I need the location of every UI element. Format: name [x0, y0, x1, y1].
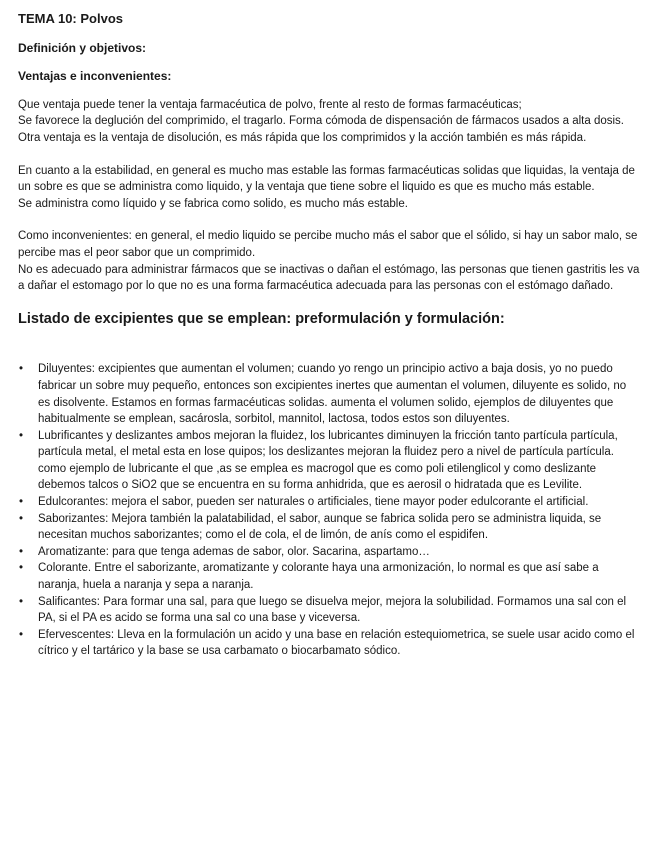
paragraph: Se administra como líquido y se fabrica como solido, es mucho más estable. [18, 197, 408, 210]
list-item: • Salificantes: Para formar una sal, para que luego se disuelva mejor, mejora la solubilidad. Formamos una sal con el PA, si el PA es acido se forma una sal co una base y viceversa. [18, 594, 640, 627]
paragraph: Se favorece la deglución del comprimido, el tragarlo. Forma cómoda de dispensación de fármacos usados a alta dosis. [18, 115, 624, 128]
excipientes-list [18, 361, 640, 660]
estabilidad-block [18, 163, 640, 213]
paragraph: No es adecuado para administrar fármacos que se inactivas o dañan el estómago, las personas que tienen gastritis les va a dañar el estomago por lo que no es una forma farmacéutica adecuada para las personas con el estómago dañado. [18, 263, 640, 293]
document-title: TEMA 10: Polvos [18, 11, 123, 26]
list-item: • Saborizantes: Mejora también la palatabilidad, el sabor, aunque se fabrica solida pero se administra liquida, se necesitan muchos saborizantes; como el de cola, el de limón, de anís como el espidifen. [18, 511, 640, 544]
list-item: • Colorante. Entre el saborizante, aromatizante y colorante haya una armonización, lo normal es que así sabe a naranja, huela a naranja y sepa a naranja. [18, 560, 640, 593]
list-item: • Lubrificantes y deslizantes ambos mejoran la fluidez, los lubricantes diminuyen la fricción tanto partícula partícula, partícula metal, el metal esta en lose quipos; los deslizantes mejoran la fluidez pero a nivel de partícula partícula. como ejemplo de lubricante el que ,as se emplea es macrogol que es como poli etilenglicol y como deslizante debemos talcos o SiO2 que se encuentra en su forma anhidrida, que es aerosil o hidratada que es Levilite. [18, 428, 640, 494]
list-item: • Efervescentes: Lleva en la formulación un acido y una base en relación estequiometrica, se suele usar acido como el cítrico y el tartárico y la base se usa carbamato o biocarbamato sódico. [18, 627, 640, 660]
heading-ventajas: Ventajas e inconvenientes: [18, 69, 172, 84]
ventajas-block [18, 97, 640, 147]
list-item: • Diluyentes: excipientes que aumentan el volumen; cuando yo rengo un principio activo a baja dosis, yo no puedo fabricar un sobre muy pequeño, entonces son excipientes inertes que aumentan el volumen, diluyente es solido, no es disolvente. Estamos en formas farmacéuticas solidas. aumenta el volumen solido, ejemplos de diluyentes que habitualmente se emplean, sacárosla, sorbitol, mannitol, lactosa, todos estos son diluyentes. [18, 361, 640, 427]
document-page [18, 11, 640, 660]
list-item: • Edulcorantes: mejora el sabor, pueden ser naturales o artificiales, tiene mayor poder edulcorante el artificial. [18, 494, 640, 511]
heading-definicion: Definición y objetivos: [18, 40, 147, 55]
inconvenientes-block [18, 228, 640, 294]
paragraph: Que ventaja puede tener la ventaja farmacéutica de polvo, frente al resto de formas farmacéuticas; [18, 98, 522, 111]
paragraph: Otra ventaja es la ventaja de disolución, es más rápida que los comprimidos y la acción también es más rápida. [18, 131, 587, 144]
list-item: • Aromatizante: para que tenga ademas de sabor, olor. Sacarina, aspartamo… [18, 544, 640, 561]
paragraph: En cuanto a la estabilidad, en general es mucho mas estable las formas farmacéuticas solidas que liquidas, la ventaja de un sobre es que se administra como liquido, y la ventaja que tiene sobre el liquido es que es mucho más estable. [18, 164, 635, 194]
heading-listado: Listado de excipientes que se emplean: preformulación y formulación: [18, 310, 505, 327]
paragraph: Como inconvenientes: en general, el medio liquido se percibe mucho más el sabor que el sólido, si hay un sabor malo, se percibe mas el peor sabor que un comprimido. [18, 230, 638, 259]
